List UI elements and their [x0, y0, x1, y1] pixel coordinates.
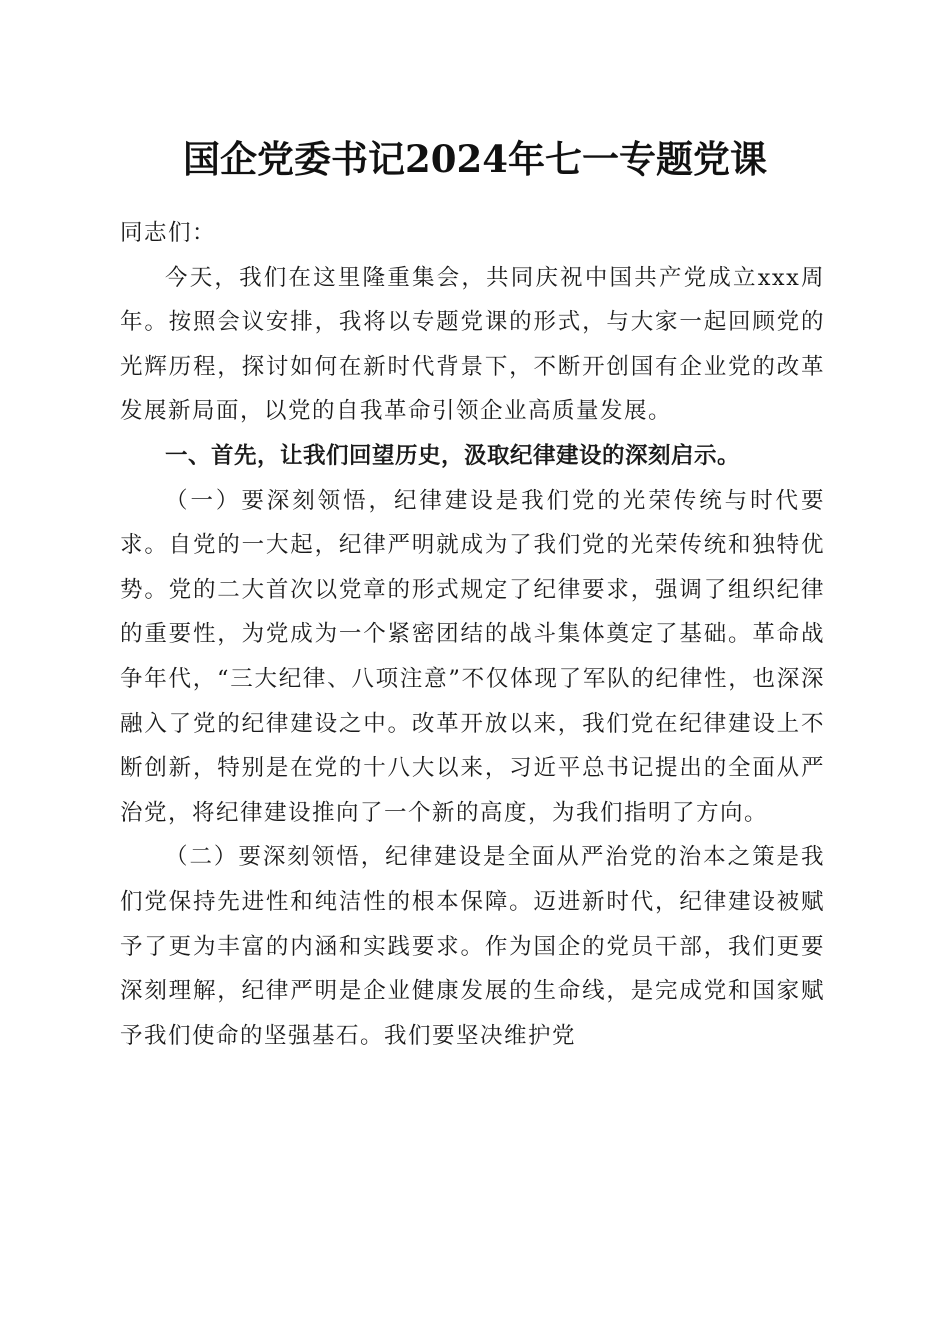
sub-paragraph-2: （二）要深刻领悟，纪律建设是全面从严治党的治本之策是我们党保持先进性和纯洁性的根本保障。迈进新时代，纪律建设被赋予了更为丰富的内涵和实践要求。作为国企的党员干部，我们更要深刻理解，纪律严明是企业健康发展的生命线，是完成党和国家赋予我们使命的坚强基石。我们要坚决维护党	[120, 844, 825, 1049]
salutation: 同志们：	[120, 220, 217, 246]
document-title: 国企党委书记2024年七一专题党课	[183, 137, 767, 181]
sub-paragraph-1: （一）要深刻领悟，纪律建设是我们党的光荣传统与时代要求。自党的一大起，纪律严明就成为了我们党的光荣传统和独特优势。党的二大首次以党章的形式规定了纪律要求，强调了组织纪律的重要性，为党成为一个紧密团结的战斗集体奠定了基础。革命战争年代，“三大纪律、八项注意”不仅体现了军队的纪律性，也深深融入了党的纪律建设之中。改革开放以来，我们党在纪律建设上不断创新，特别是在党的十八大以来，习近平总书记提出的全面从严治党，将纪律建设推向了一个新的高度，为我们指明了方向。	[120, 487, 825, 826]
opening-paragraph: 今天，我们在这里隆重集会，共同庆祝中国共产党成立xxx周年。按照会议安排，我将以专题党课的形式，与大家一起回顾党的光辉历程，探讨如何在新时代背景下，不断开创国有企业党的改革发展新局面，以党的自我革命引领企业高质量发展。	[120, 264, 825, 425]
document-body	[120, 211, 825, 1058]
section-heading: 一、首先，让我们回望历史，汲取纪律建设的深刻启示。	[165, 442, 741, 469]
